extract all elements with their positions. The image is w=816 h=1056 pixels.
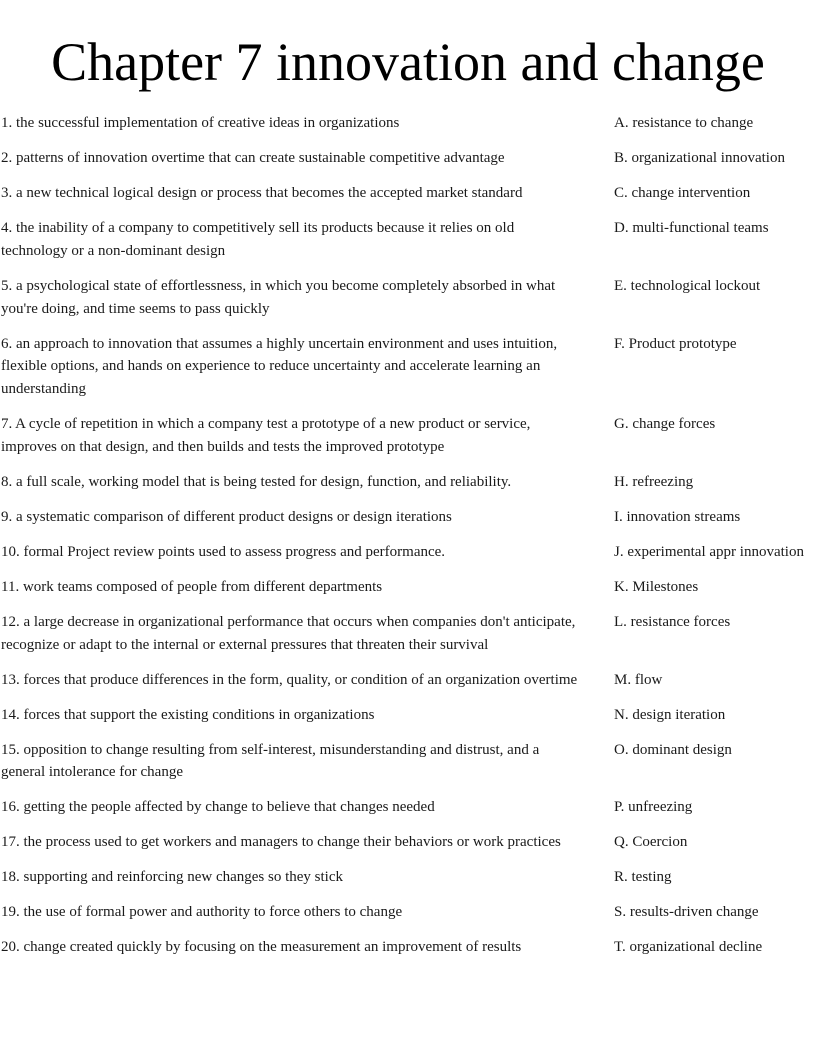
answer-option: J. experimental appr innovation	[614, 543, 804, 560]
matching-list	[0, 112, 816, 971]
matching-row	[0, 576, 816, 599]
answer-option: C. change intervention	[614, 184, 751, 201]
matching-row	[0, 901, 816, 924]
answer-option: I. innovation streams	[614, 508, 741, 525]
answer-option: L. resistance forces	[614, 613, 731, 630]
question-text: 5. a psychological state of effortlessness, in which you become completely absorbed in what you're doing, and time seems to pass quickly	[1, 277, 556, 317]
matching-row	[0, 704, 816, 727]
question-text: 10. formal Project review points used to assess progress and performance.	[1, 543, 446, 560]
question-text: 13. forces that produce differences in the form, quality, or condition of an organization overtime	[1, 671, 578, 688]
question-text: 19. the use of formal power and authority to force others to change	[1, 904, 403, 921]
answer-option: B. organizational innovation	[614, 149, 785, 166]
question-text: 9. a systematic comparison of different product designs or design iterations	[1, 508, 452, 525]
answer-option: R. testing	[614, 869, 672, 886]
page-title: Chapter 7 innovation and change	[51, 32, 765, 92]
question-text: 7. A cycle of repetition in which a company test a prototype of a new product or service, improves on that design, and then builds and tests the improved prototype	[1, 416, 531, 455]
matching-row	[0, 413, 816, 459]
question-text: 6. an approach to innovation that assumes a highly uncertain environment and uses intuition, flexible options, and hands on experience to reduce uncertainty and accelerate learning an understanding	[1, 335, 558, 398]
matching-row	[0, 112, 816, 135]
answer-option: S. results-driven change	[614, 904, 759, 921]
answer-option: M. flow	[614, 671, 663, 688]
matching-row	[0, 866, 816, 889]
question-text: 8. a full scale, working model that is being tested for design, function, and reliability.	[1, 473, 512, 490]
answer-option: F. Product prototype	[614, 335, 737, 352]
answer-option: P. unfreezing	[614, 799, 693, 816]
matching-row	[0, 471, 816, 494]
matching-row	[0, 333, 816, 401]
matching-row	[0, 217, 816, 263]
question-text: 20. change created quickly by focusing on the measurement an improvement of results	[1, 939, 522, 956]
matching-row	[0, 831, 816, 854]
matching-row	[0, 739, 816, 785]
answer-option: G. change forces	[614, 416, 716, 433]
matching-row	[0, 541, 816, 564]
question-text: 1. the successful implementation of creative ideas in organizations	[1, 115, 400, 131]
answer-option: K. Milestones	[614, 578, 699, 595]
matching-row	[0, 669, 816, 692]
question-text: 2. patterns of innovation overtime that can create sustainable competitive advantage	[1, 149, 505, 166]
matching-row	[0, 275, 816, 321]
matching-row	[0, 611, 816, 657]
matching-row	[0, 936, 816, 959]
answer-option: T. organizational decline	[614, 939, 763, 956]
answer-option: D. multi-functional teams	[614, 219, 769, 236]
question-text: 18. supporting and reinforcing new changes so they stick	[1, 869, 344, 886]
question-text: 4. the inability of a company to competitively sell its products because it relies on old technology or a non-dominant design	[1, 219, 515, 259]
question-text: 3. a new technical logical design or process that becomes the accepted market standard	[1, 184, 523, 201]
answer-option: A. resistance to change	[614, 115, 754, 131]
answer-option: Q. Coercion	[614, 834, 688, 851]
question-text: 14. forces that support the existing conditions in organizations	[1, 706, 375, 723]
answer-option: H. refreezing	[614, 473, 694, 490]
question-text: 11. work teams composed of people from different departments	[1, 578, 383, 595]
matching-row	[0, 147, 816, 170]
answer-option: E. technological lockout	[614, 277, 761, 294]
question-text: 17. the process used to get workers and managers to change their behaviors or work practices	[1, 834, 561, 851]
matching-row	[0, 506, 816, 529]
answer-option: O. dominant design	[614, 741, 732, 758]
answer-option: N. design iteration	[614, 706, 726, 723]
question-text: 16. getting the people affected by change to believe that changes needed	[1, 799, 435, 816]
matching-row	[0, 796, 816, 819]
question-text: 15. opposition to change resulting from self-interest, misunderstanding and distrust, and a general intolerance for change	[1, 741, 540, 781]
matching-row	[0, 182, 816, 205]
question-text: 12. a large decrease in organizational performance that occurs when companies don't anticipate, recognize or adapt to the internal or external pressures that threaten their survival	[1, 613, 576, 653]
